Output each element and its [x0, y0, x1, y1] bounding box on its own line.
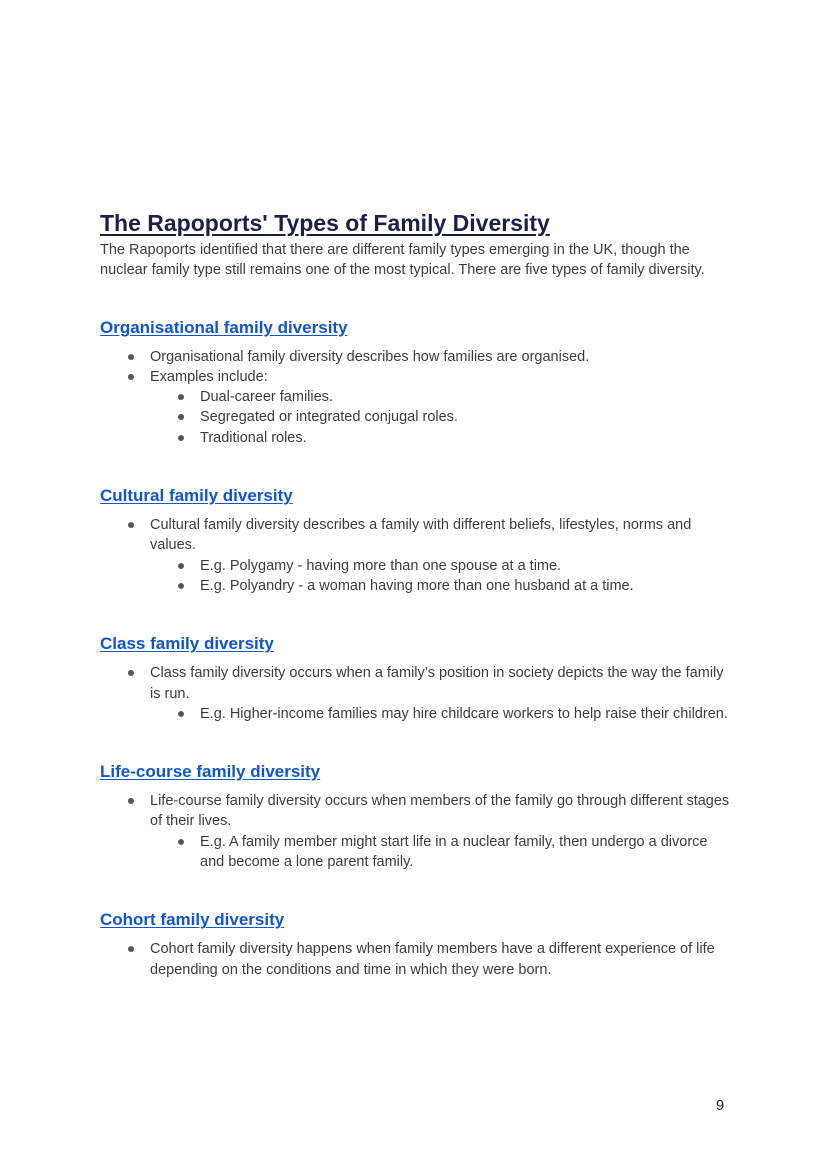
bullet-icon [128, 946, 134, 952]
section-heading-class[interactable]: Class family diversity [100, 634, 274, 654]
bullet-icon [178, 711, 184, 717]
section-life-course [100, 761, 730, 872]
section-heading-cohort[interactable]: Cohort family diversity [100, 910, 285, 930]
section-heading-cultural[interactable]: Cultural family diversity [100, 486, 293, 506]
sub-list-item: Traditional roles. [150, 428, 730, 448]
page-number: 9 [716, 1098, 725, 1114]
page-title: The Rapoports' Types of Family Diversity [100, 210, 550, 236]
bullet-icon [178, 563, 184, 569]
sub-list-item: E.g. Polygamy - having more than one spouse at a time. [150, 556, 730, 576]
bullet-icon [128, 354, 134, 360]
sub-list-item: Dual-career families. [150, 387, 730, 407]
bullet-list [100, 939, 730, 980]
list-item: Cohort family diversity happens when family members have a different experience of life depending on the conditions and time in which they were born. [100, 939, 730, 980]
sub-list-item: E.g. Polyandry - a woman having more than one husband at a time. [150, 576, 730, 596]
bullet-list [100, 347, 730, 448]
section-organisational [100, 317, 730, 448]
bullet-list [100, 515, 730, 596]
list-item: Cultural family diversity describes a family with different beliefs, lifestyles, norms and values. E.g. Polygamy - having more than one spouse at a time. E.g. Polyandry - a woman having more than one husband at a time. [100, 515, 730, 596]
list-item: Life-course family diversity occurs when members of the family go through different stages of their lives. E.g. A family member might start life in a nuclear family, then undergo a divorce and become a lone parent family. [100, 791, 730, 872]
sub-list-item: Segregated or integrated conjugal roles. [150, 407, 730, 427]
bullet-icon [178, 583, 184, 589]
bullet-list [100, 791, 730, 872]
list-item: Organisational family diversity describes how families are organised. [100, 347, 730, 367]
list-item: Examples include: Dual-career families. Segregated or integrated conjugal roles. Traditional roles. [100, 367, 730, 448]
bullet-icon [128, 522, 134, 528]
section-cohort [100, 909, 730, 980]
bullet-icon [178, 839, 184, 845]
bullet-icon [128, 798, 134, 804]
list-item: Class family diversity occurs when a family’s position in society depicts the way the family is run. E.g. Higher-income families may hire childcare workers to help raise their children. [100, 663, 730, 724]
sub-bullet-list [150, 556, 730, 597]
section-cultural [100, 485, 730, 596]
sub-list-item: E.g. Higher-income families may hire childcare workers to help raise their children. [150, 704, 730, 724]
bullet-icon [128, 374, 134, 380]
bullet-icon [178, 414, 184, 420]
sub-bullet-list [150, 704, 730, 724]
section-heading-life-course[interactable]: Life-course family diversity [100, 762, 321, 782]
bullet-icon [128, 670, 134, 676]
section-heading-organisational[interactable]: Organisational family diversity [100, 317, 348, 337]
intro-paragraph: The Rapoports identified that there are different family types emerging in the UK, though the nuclear family type still remains one of the most typical. There are five types of family diversity. [100, 242, 705, 279]
sub-bullet-list [150, 387, 730, 448]
document-page [100, 208, 730, 980]
sub-list-item: E.g. A family member might start life in a nuclear family, then undergo a divorce and become a lone parent family. [150, 832, 730, 873]
bullet-icon [178, 394, 184, 400]
sub-bullet-list [150, 832, 730, 873]
section-class [100, 633, 730, 724]
bullet-list [100, 663, 730, 724]
bullet-icon [178, 435, 184, 441]
